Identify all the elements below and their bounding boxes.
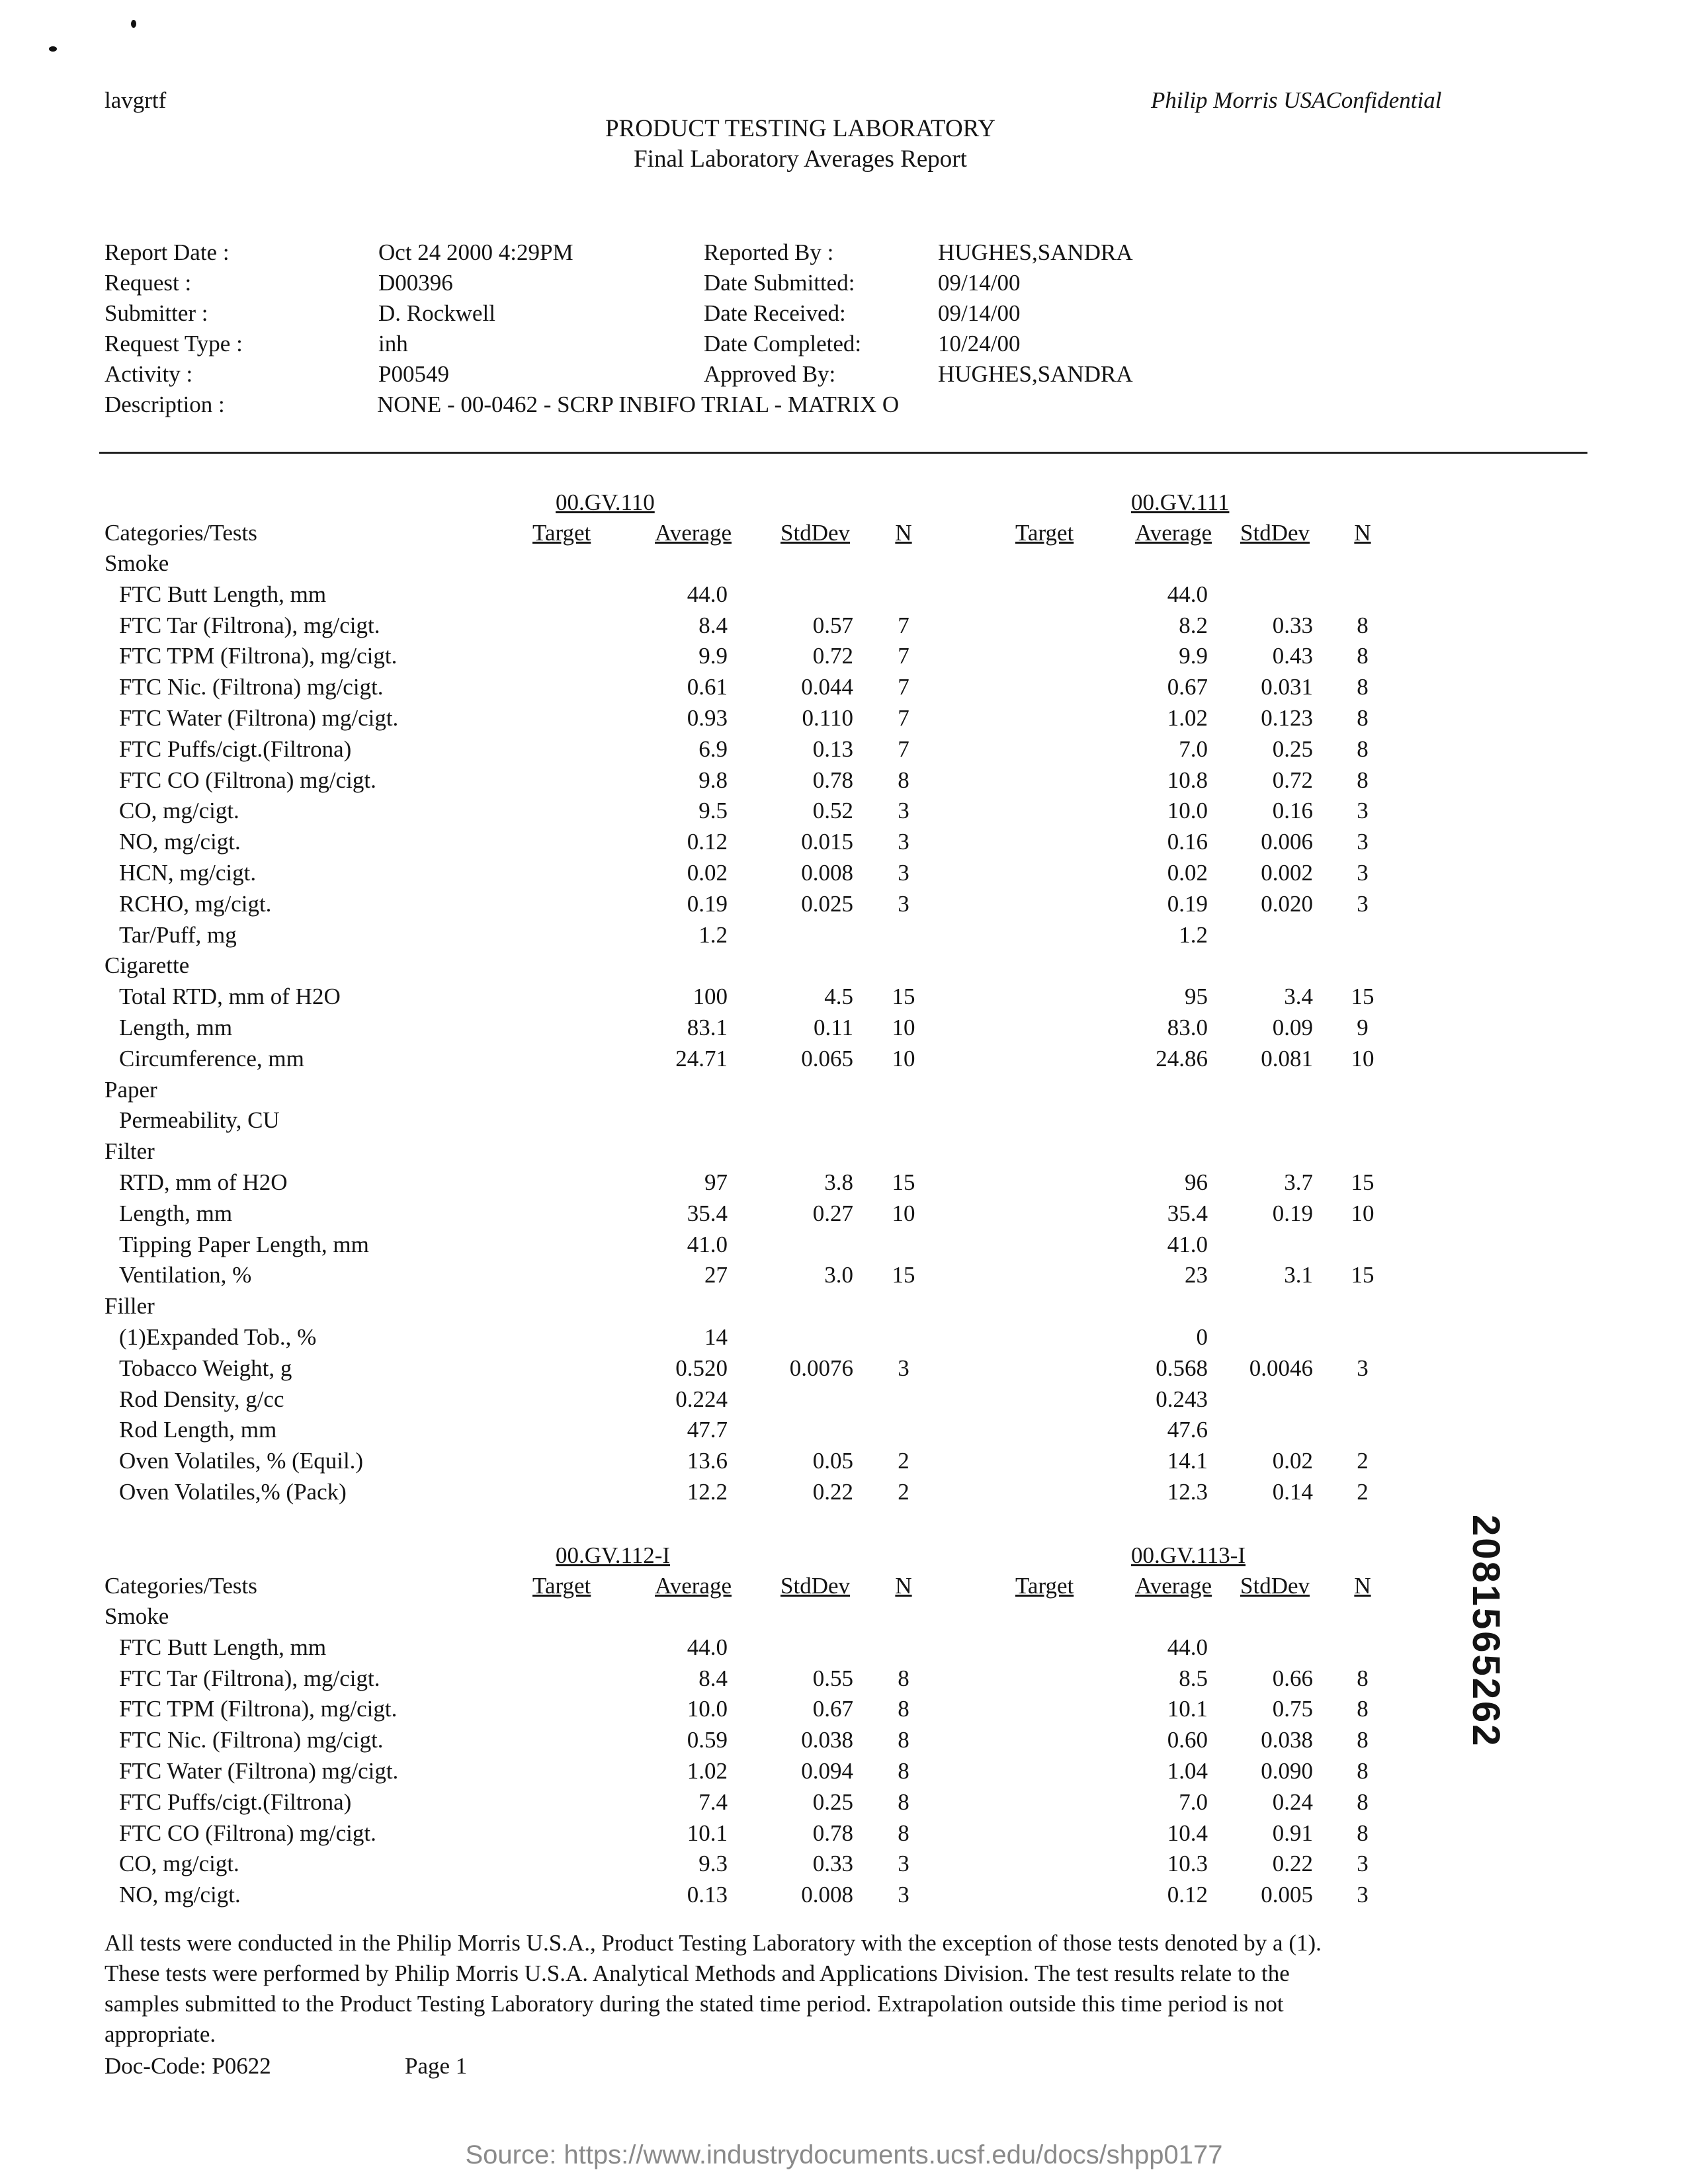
average-cell: 100 [693, 984, 728, 1009]
stddev-cell: 0.065 [801, 1046, 853, 1071]
average-cell: 96 [1185, 1169, 1208, 1195]
meta-value: Oct 24 2000 4:29PM [378, 239, 573, 265]
n-cell: 8 [898, 1758, 909, 1784]
average-cell: 0.67 [1167, 674, 1208, 700]
footer-note-line: appropriate. [105, 2021, 216, 2047]
column-group-code: 00.GV.113-I [1131, 1542, 1246, 1568]
stddev-cell: 3.4 [1284, 984, 1313, 1009]
column-header-stddev: StdDev [781, 1573, 850, 1599]
test-label: Oven Volatiles,% (Pack) [119, 1479, 347, 1505]
stddev-cell: 0.090 [1261, 1758, 1313, 1784]
column-header-average: Average [655, 520, 732, 546]
test-label: Length, mm [119, 1015, 233, 1040]
stddev-cell: 3.8 [824, 1169, 853, 1195]
n-cell: 8 [1357, 1820, 1369, 1846]
stddev-cell: 3.7 [1284, 1169, 1313, 1195]
test-label: FTC Butt Length, mm [119, 581, 327, 607]
average-cell: 10.1 [687, 1820, 728, 1846]
average-cell: 7.0 [1179, 1789, 1208, 1815]
test-label: FTC Nic. (Filtrona) mg/cigt. [119, 1727, 384, 1753]
n-cell: 2 [1357, 1479, 1369, 1505]
n-cell: 7 [898, 612, 909, 638]
n-cell: 7 [898, 643, 909, 669]
stddev-cell: 0.19 [1272, 1200, 1313, 1226]
n-cell: 10 [1351, 1200, 1374, 1226]
average-cell: 10.0 [687, 1696, 728, 1722]
average-cell: 0.61 [687, 674, 728, 700]
n-cell: 8 [1357, 705, 1369, 731]
average-cell: 6.9 [698, 736, 728, 762]
column-header-n: N [895, 1573, 912, 1599]
meta-value: P00549 [378, 361, 449, 387]
category-heading: Smoke [105, 550, 169, 576]
average-cell: 1.04 [1167, 1758, 1208, 1784]
stddev-cell: 3.0 [824, 1262, 853, 1288]
category-heading: Paper [105, 1077, 157, 1103]
n-cell: 3 [898, 1851, 909, 1876]
stddev-cell: 0.0076 [789, 1355, 853, 1381]
test-label: (1)Expanded Tob., % [119, 1324, 317, 1350]
n-cell: 15 [892, 1262, 915, 1288]
stddev-cell: 0.025 [801, 891, 853, 917]
n-cell: 3 [898, 829, 909, 855]
stddev-cell: 0.27 [812, 1200, 853, 1226]
average-cell: 0.16 [1167, 829, 1208, 855]
meta-value: HUGHES,SANDRA [938, 239, 1133, 265]
n-cell: 3 [1357, 1851, 1369, 1876]
footer-note-line: samples submitted to the Product Testing Laboratory during the stated time period. Extrapolation outside this time period is not [105, 1991, 1284, 2017]
average-cell: 8.2 [1179, 612, 1208, 638]
stddev-cell: 0.11 [814, 1015, 853, 1040]
footer-note-line: All tests were conducted in the Philip Morris U.S.A., Product Testing Laboratory with the exception of those tests denoted by a (1). [105, 1930, 1322, 1956]
stddev-cell: 0.16 [1272, 798, 1313, 823]
header-divider [99, 452, 1587, 454]
test-label: FTC Nic. (Filtrona) mg/cigt. [119, 674, 384, 700]
n-cell: 8 [898, 1665, 909, 1691]
meta-value: inh [378, 331, 408, 357]
report-subtitle: Final Laboratory Averages Report [634, 146, 967, 173]
n-cell: 8 [898, 1727, 909, 1753]
column-header-categories: Categories/Tests [105, 1573, 257, 1599]
average-cell: 14.1 [1167, 1448, 1208, 1474]
average-cell: 10.8 [1167, 767, 1208, 793]
confidential-label: Philip Morris USAConfidential [1151, 87, 1442, 113]
meta-label: Request Type : [105, 331, 243, 357]
test-label: Tobacco Weight, g [119, 1355, 292, 1381]
average-cell: 1.2 [698, 922, 728, 948]
meta-label: Reported By : [704, 239, 834, 265]
n-cell: 3 [1357, 891, 1369, 917]
test-label: Ventilation, % [119, 1262, 252, 1288]
report-title: PRODUCT TESTING LABORATORY [605, 115, 996, 142]
n-cell: 3 [898, 1355, 909, 1381]
n-cell: 10 [892, 1200, 915, 1226]
average-cell: 95 [1185, 984, 1208, 1009]
stddev-cell: 0.008 [801, 860, 853, 886]
average-cell: 10.1 [1167, 1696, 1208, 1722]
document-code: lavgrtf [105, 87, 167, 113]
stddev-cell: 0.038 [1261, 1727, 1313, 1753]
test-label: HCN, mg/cigt. [119, 860, 257, 886]
n-cell: 3 [898, 798, 909, 823]
average-cell: 14 [704, 1324, 728, 1350]
average-cell: 0.60 [1167, 1727, 1208, 1753]
stddev-cell: 0.55 [812, 1665, 853, 1691]
average-cell: 13.6 [687, 1448, 728, 1474]
footer-note-line: These tests were performed by Philip Morris U.S.A. Analytical Methods and Applications Division. The test results relate to the [105, 1960, 1290, 1986]
test-label: Oven Volatiles, % (Equil.) [119, 1448, 364, 1474]
stddev-cell: 0.57 [812, 612, 853, 638]
average-cell: 12.2 [687, 1479, 728, 1505]
test-label: FTC CO (Filtrona) mg/cigt. [119, 767, 376, 793]
test-label: CO, mg/cigt. [119, 798, 239, 823]
n-cell: 9 [1357, 1015, 1369, 1040]
stddev-cell: 0.78 [812, 1820, 853, 1846]
stddev-cell: 0.43 [1272, 643, 1313, 669]
column-header-n: N [1354, 520, 1371, 546]
category-heading: Filter [105, 1138, 155, 1164]
meta-label: Date Completed: [704, 331, 862, 357]
stddev-cell: 0.123 [1261, 705, 1313, 731]
test-label: FTC Puffs/cigt.(Filtrona) [119, 736, 352, 762]
average-cell: 7.4 [698, 1789, 728, 1815]
stddev-cell: 0.24 [1272, 1789, 1313, 1815]
stddev-cell: 0.52 [812, 798, 853, 823]
n-cell: 8 [1357, 1696, 1369, 1722]
meta-value: D00396 [378, 270, 453, 296]
stddev-cell: 0.72 [1272, 767, 1313, 793]
category-heading: Smoke [105, 1603, 169, 1629]
column-header-target: Target [1015, 1573, 1074, 1599]
test-label: CO, mg/cigt. [119, 1851, 239, 1876]
average-cell: 0.224 [675, 1386, 728, 1412]
stddev-cell: 0.72 [812, 643, 853, 669]
test-label: FTC TPM (Filtrona), mg/cigt. [119, 1696, 398, 1722]
n-cell: 3 [1357, 1355, 1369, 1381]
test-label: RTD, mm of H2O [119, 1169, 288, 1195]
meta-label: Submitter : [105, 300, 208, 326]
n-cell: 3 [1357, 1882, 1369, 1908]
average-cell: 9.8 [698, 767, 728, 793]
meta-value: NONE - 00-0462 - SCRP INBIFO TRIAL - MATRIX O [377, 392, 900, 417]
average-cell: 44.0 [687, 1634, 728, 1660]
category-heading: Filler [105, 1293, 155, 1319]
average-cell: 12.3 [1167, 1479, 1208, 1505]
stddev-cell: 0.008 [801, 1882, 853, 1908]
meta-value: 09/14/00 [938, 300, 1021, 326]
stddev-cell: 0.020 [1261, 891, 1313, 917]
average-cell: 1.02 [1167, 705, 1208, 731]
n-cell: 8 [1357, 612, 1369, 638]
average-cell: 0.02 [1167, 860, 1208, 886]
meta-value: 10/24/00 [938, 331, 1021, 357]
n-cell: 8 [898, 767, 909, 793]
stddev-cell: 0.015 [801, 829, 853, 855]
stddev-cell: 0.25 [812, 1789, 853, 1815]
stddev-cell: 0.66 [1272, 1665, 1313, 1691]
test-label: Rod Density, g/cc [119, 1386, 284, 1412]
n-cell: 8 [1357, 1665, 1369, 1691]
average-cell: 44.0 [1167, 581, 1208, 607]
stddev-cell: 0.14 [1272, 1479, 1313, 1505]
page-number: Page 1 [405, 2053, 468, 2079]
n-cell: 2 [1357, 1448, 1369, 1474]
average-cell: 0.93 [687, 705, 728, 731]
stddev-cell: 0.02 [1272, 1448, 1313, 1474]
average-cell: 0.02 [687, 860, 728, 886]
average-cell: 0.19 [687, 891, 728, 917]
average-cell: 47.7 [687, 1417, 728, 1443]
meta-label: Approved By: [704, 361, 836, 387]
average-cell: 0.19 [1167, 891, 1208, 917]
average-cell: 0.568 [1156, 1355, 1208, 1381]
column-header-target: Target [532, 1573, 591, 1599]
n-cell: 8 [1357, 1758, 1369, 1784]
stddev-cell: 0.081 [1261, 1046, 1313, 1071]
stddev-cell: 0.094 [801, 1758, 853, 1784]
test-label: Tipping Paper Length, mm [119, 1232, 369, 1257]
n-cell: 15 [1351, 1262, 1374, 1288]
test-label: FTC TPM (Filtrona), mg/cigt. [119, 643, 398, 669]
column-header-target: Target [1015, 520, 1074, 546]
source-citation: Source: https://www.industrydocuments.ucsf.edu/docs/shpp0177 [465, 2140, 1223, 2169]
average-cell: 0.243 [1156, 1386, 1208, 1412]
average-cell: 35.4 [687, 1200, 728, 1226]
n-cell: 7 [898, 674, 909, 700]
average-cell: 0 [1196, 1324, 1208, 1350]
stddev-cell: 0.0046 [1249, 1355, 1313, 1381]
test-label: FTC Tar (Filtrona), mg/cigt. [119, 1665, 380, 1691]
n-cell: 3 [1357, 798, 1369, 823]
stddev-cell: 0.09 [1272, 1015, 1313, 1040]
average-cell: 23 [1185, 1262, 1208, 1288]
column-header-n: N [895, 520, 912, 546]
average-cell: 9.9 [698, 643, 728, 669]
column-group-code: 00.GV.110 [556, 489, 655, 515]
test-label: FTC Water (Filtrona) mg/cigt. [119, 1758, 399, 1784]
meta-label: Date Submitted: [704, 270, 855, 296]
n-cell: 8 [1357, 1727, 1369, 1753]
n-cell: 3 [898, 1882, 909, 1908]
average-cell: 0.12 [687, 829, 728, 855]
stddev-cell: 4.5 [824, 984, 853, 1009]
n-cell: 15 [1351, 1169, 1374, 1195]
column-header-target: Target [532, 520, 591, 546]
n-cell: 8 [898, 1696, 909, 1722]
doc-code: Doc-Code: P0622 [105, 2053, 271, 2079]
average-cell: 27 [704, 1262, 728, 1288]
n-cell: 8 [1357, 767, 1369, 793]
stddev-cell: 0.038 [801, 1727, 853, 1753]
n-cell: 15 [892, 984, 915, 1009]
average-cell: 0.13 [687, 1882, 728, 1908]
test-label: FTC Butt Length, mm [119, 1634, 327, 1660]
n-cell: 8 [898, 1820, 909, 1846]
n-cell: 3 [898, 860, 909, 886]
stddev-cell: 0.67 [812, 1696, 853, 1722]
meta-label: Date Received: [704, 300, 846, 326]
stddev-cell: 0.75 [1272, 1696, 1313, 1722]
meta-value: D. Rockwell [378, 300, 495, 326]
average-cell: 83.0 [1167, 1015, 1208, 1040]
column-group-code: 00.GV.112-I [556, 1542, 671, 1568]
bates-number: 2081565262 [1464, 1515, 1507, 1748]
stddev-cell: 0.031 [1261, 674, 1313, 700]
n-cell: 2 [898, 1479, 909, 1505]
test-label: FTC CO (Filtrona) mg/cigt. [119, 1820, 376, 1846]
test-label: Tar/Puff, mg [119, 922, 237, 948]
n-cell: 8 [1357, 736, 1369, 762]
average-cell: 1.2 [1179, 922, 1208, 948]
n-cell: 7 [898, 705, 909, 731]
n-cell: 10 [892, 1046, 915, 1071]
test-label: FTC Tar (Filtrona), mg/cigt. [119, 612, 380, 638]
average-cell: 97 [704, 1169, 728, 1195]
average-cell: 0.59 [687, 1727, 728, 1753]
meta-value: HUGHES,SANDRA [938, 361, 1133, 387]
average-cell: 8.4 [698, 612, 728, 638]
average-cell: 44.0 [687, 581, 728, 607]
average-cell: 10.0 [1167, 798, 1208, 823]
test-label: Circumference, mm [119, 1046, 304, 1071]
average-cell: 83.1 [687, 1015, 728, 1040]
test-label: RCHO, mg/cigt. [119, 891, 272, 917]
column-header-stddev: StdDev [781, 520, 850, 546]
stddev-cell: 0.002 [1261, 860, 1313, 886]
stddev-cell: 0.110 [802, 705, 853, 731]
scan-speck [131, 20, 136, 28]
average-cell: 10.4 [1167, 1820, 1208, 1846]
column-header-n: N [1354, 1573, 1371, 1599]
average-cell: 10.3 [1167, 1851, 1208, 1876]
n-cell: 3 [1357, 860, 1369, 886]
n-cell: 8 [1357, 674, 1369, 700]
stddev-cell: 0.005 [1261, 1882, 1313, 1908]
column-header-stddev: StdDev [1240, 1573, 1310, 1599]
test-label: Total RTD, mm of H2O [119, 984, 341, 1009]
average-cell: 0.520 [675, 1355, 728, 1381]
stddev-cell: 0.13 [812, 736, 853, 762]
average-cell: 0.12 [1167, 1882, 1208, 1908]
n-cell: 10 [892, 1015, 915, 1040]
average-cell: 9.3 [698, 1851, 728, 1876]
average-cell: 9.9 [1179, 643, 1208, 669]
stddev-cell: 0.25 [1272, 736, 1313, 762]
average-cell: 24.86 [1156, 1046, 1208, 1071]
test-label: Permeability, CU [119, 1107, 280, 1133]
meta-label: Request : [105, 270, 192, 296]
n-cell: 8 [1357, 1789, 1369, 1815]
meta-value: 09/14/00 [938, 270, 1021, 296]
column-header-average: Average [1135, 1573, 1212, 1599]
n-cell: 7 [898, 736, 909, 762]
n-cell: 15 [1351, 984, 1374, 1009]
stddev-cell: 0.33 [812, 1851, 853, 1876]
test-label: NO, mg/cigt. [119, 829, 241, 855]
average-cell: 8.5 [1179, 1665, 1208, 1691]
column-header-categories: Categories/Tests [105, 520, 257, 546]
stddev-cell: 0.22 [812, 1479, 853, 1505]
meta-label: Report Date : [105, 239, 230, 265]
n-cell: 2 [898, 1448, 909, 1474]
category-heading: Cigarette [105, 952, 190, 978]
meta-label: Description : [105, 392, 225, 417]
average-cell: 8.4 [698, 1665, 728, 1691]
test-label: FTC Puffs/cigt.(Filtrona) [119, 1789, 352, 1815]
column-header-average: Average [655, 1573, 732, 1599]
test-label: Length, mm [119, 1200, 233, 1226]
meta-label: Activity : [105, 361, 193, 387]
test-label: Rod Length, mm [119, 1417, 277, 1443]
n-cell: 15 [892, 1169, 915, 1195]
n-cell: 8 [898, 1789, 909, 1815]
stddev-cell: 0.22 [1272, 1851, 1313, 1876]
column-header-stddev: StdDev [1240, 520, 1310, 546]
test-label: NO, mg/cigt. [119, 1882, 241, 1908]
average-cell: 9.5 [698, 798, 728, 823]
average-cell: 24.71 [675, 1046, 728, 1071]
stddev-cell: 0.05 [812, 1448, 853, 1474]
n-cell: 3 [1357, 829, 1369, 855]
stddev-cell: 0.78 [812, 767, 853, 793]
n-cell: 3 [898, 891, 909, 917]
stddev-cell: 0.006 [1261, 829, 1313, 855]
average-cell: 1.02 [687, 1758, 728, 1784]
average-cell: 41.0 [687, 1232, 728, 1257]
average-cell: 41.0 [1167, 1232, 1208, 1257]
stddev-cell: 0.044 [801, 674, 853, 700]
stddev-cell: 0.33 [1272, 612, 1313, 638]
average-cell: 7.0 [1179, 736, 1208, 762]
average-cell: 47.6 [1167, 1417, 1208, 1443]
scan-speck [49, 46, 57, 52]
n-cell: 8 [1357, 643, 1369, 669]
stddev-cell: 3.1 [1284, 1262, 1313, 1288]
average-cell: 44.0 [1167, 1634, 1208, 1660]
average-cell: 35.4 [1167, 1200, 1208, 1226]
test-label: FTC Water (Filtrona) mg/cigt. [119, 705, 399, 731]
column-group-code: 00.GV.111 [1131, 489, 1230, 515]
column-header-average: Average [1135, 520, 1212, 546]
n-cell: 10 [1351, 1046, 1374, 1071]
stddev-cell: 0.91 [1272, 1820, 1313, 1846]
